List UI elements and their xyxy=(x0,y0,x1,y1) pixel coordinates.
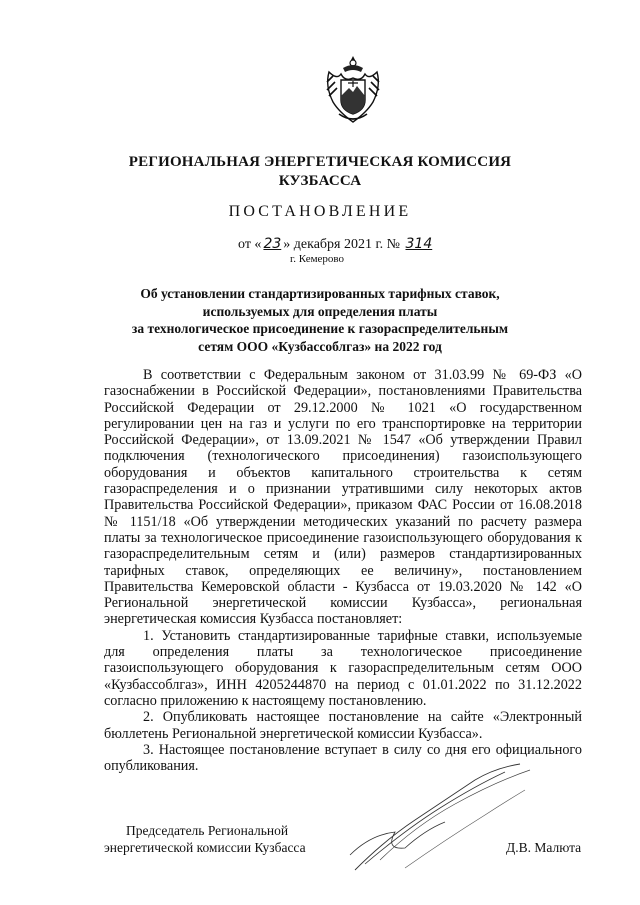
subject-line: Об установлении стандартизированных тарифных ставок, xyxy=(140,286,500,301)
subject-line: используемых для определения платы xyxy=(202,303,438,319)
item-1-paragraph: 1. Установить стандартизированные тарифные ставки, используемые для определения платы за технологическое присоединение газоиспользующего оборудования к газораспределительным сетям ООО «Кузбассоблгаз», ИНН 4205244870 на период с 01.01.2022 по 31.12.2022 согласно приложению к настоящему постановлению. xyxy=(104,627,582,709)
date-prefix: от « xyxy=(238,237,262,252)
document-date-line xyxy=(238,236,434,253)
signatory-title xyxy=(104,822,364,856)
date-day: 23 xyxy=(263,236,282,252)
document-number: 314 xyxy=(405,236,433,252)
document-body xyxy=(104,367,582,774)
subject-line: за технологическое присоединение к газораспределительным xyxy=(131,321,509,336)
document-type: ПОСТАНОВЛЕНИЕ xyxy=(228,203,412,220)
signatory-title-line2: энергетической комиссии Кузбасса xyxy=(104,840,306,855)
item-3-paragraph: 3. Настоящее постановление вступает в силу со дня его официального опубликования. xyxy=(104,741,582,775)
organization-name: РЕГИОНАЛЬНАЯ ЭНЕРГЕТИЧЕСКАЯ КОМИССИЯ xyxy=(128,154,512,170)
date-mid: » декабря 2021 г. № xyxy=(283,237,400,252)
signatory-name: Д.В. Малюта xyxy=(506,840,582,855)
handwritten-signature xyxy=(345,760,545,880)
coat-of-arms-emblem xyxy=(321,52,385,126)
city: г. Кемерово xyxy=(290,253,345,265)
signatory-title-line1: Председатель Региональной xyxy=(126,823,289,838)
document-subject xyxy=(100,285,540,355)
subject-line: сетям ООО «Кузбассоблгаз» на 2022 год xyxy=(198,338,442,354)
organization-region: КУЗБАССА xyxy=(278,173,362,189)
item-2-paragraph: 2. Опубликовать настоящее постановление на сайте «Электронный бюллетень Региональной энергетической комиссии Кузбасса». xyxy=(104,709,582,742)
preamble-paragraph: В соответствии с Федеральным законом от 31.03.99 № 69-ФЗ «О газоснабжении в Российской Федерации», постановлениями Правительства Российской Федерации от 29.12.2000 № 1021 «О государственном регулировании цен на газ и услуги по его транспортировке на территории Российской Федерации», от 13.09.2021 № 1547 «Об утверждении Правил подключения (технологического присоединения) газоиспользующего оборудования и объектов капитального строительства к сетям газораспределения и о признании утратившими силу некоторых актов Правительства Российской Федерации», приказом ФАС России от 16.08.2018 № 1151/18 «Об утверждении методических указаний по расчету размера платы за технологическое присоединение газоиспользующего оборудования к газораспределительным сетям и (или) размеров стандартизированных тарифных ставок, определяющих ее величину», постановлением Правительства Кемеровской области - Кузбасса от 19.03.2020 № 142 «О Региональной энергетической комиссии Кузбасса», региональная энергетическая комиссия Кузбасса постановляет: xyxy=(104,367,582,628)
